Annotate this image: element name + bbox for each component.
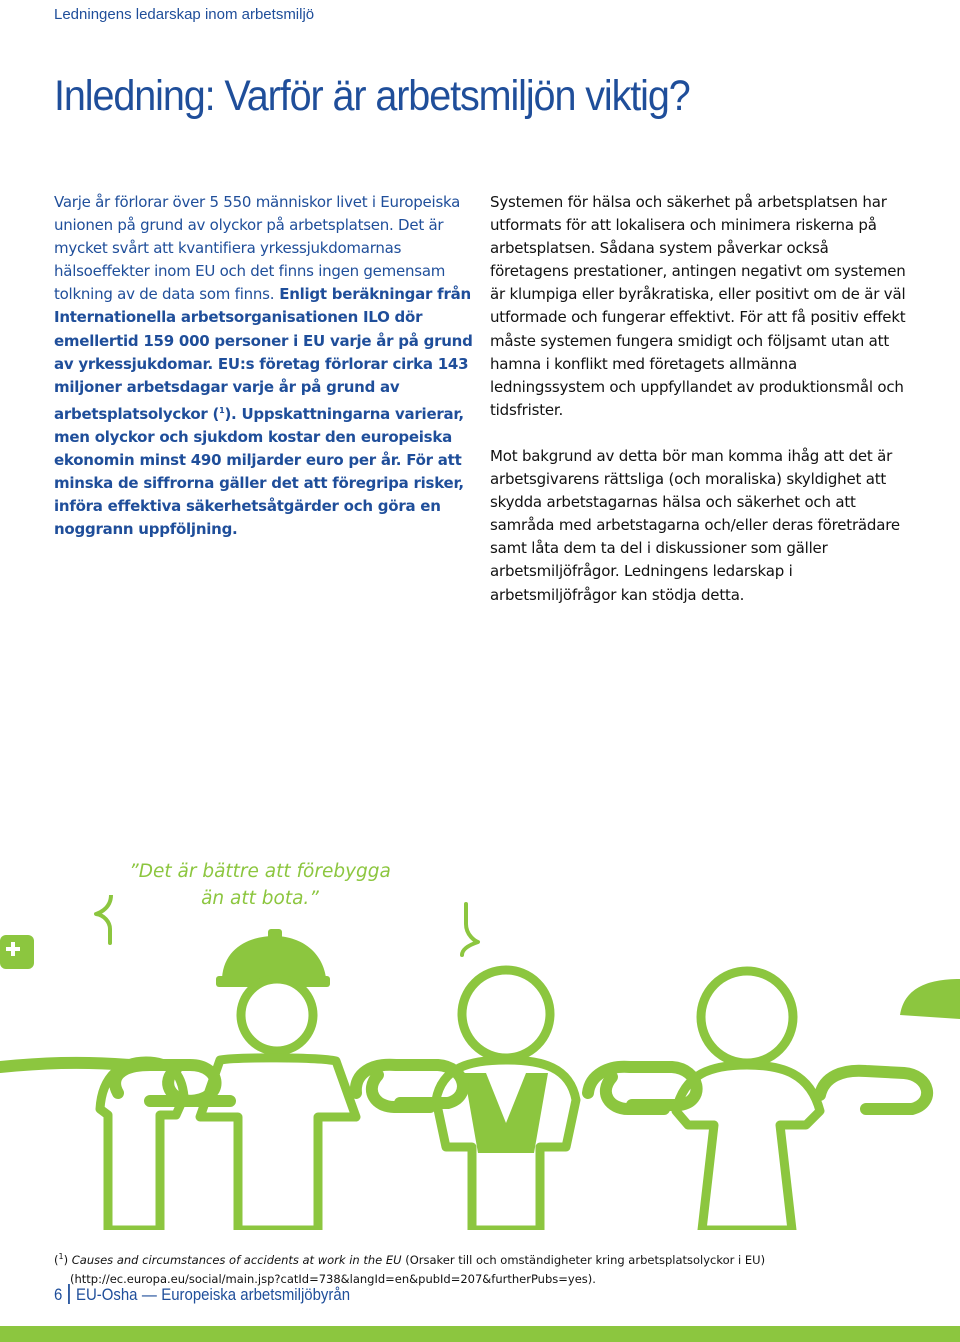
quote-line-1: ”Det är bättre att förebygga [129, 861, 391, 882]
page-footer [54, 1284, 350, 1305]
footnote-url[interactable]: (http://ec.europa.eu/social/main.jsp?catId=738&langId=en&pubId=207&furtherPubs=yes). [70, 1271, 596, 1286]
footer-separator [68, 1284, 69, 1304]
footnote-mark: 1 [58, 1252, 64, 1261]
right-paragraph-2: Mot bakgrund av detta bör man komma ihåg att det är arbetsgivarens rättsliga (och moraliska) skyldighet att skydda arbetstagarnas hälsa och säkerhet och att samråda med arbetstagarna och/eller deras företrädare samt låta dem ta del i diskussioner som gäller arbetsmiljöfrågor. Ledningens ledarskap i arbetsmiljöfrågor kan stödja detta. [490, 446, 900, 604]
quote-line-2: än att bota.” [201, 888, 319, 909]
page-number: 6 [54, 1285, 63, 1304]
footnote-close-paren: ) [63, 1252, 72, 1267]
footer-dash: — [141, 1285, 157, 1304]
right-column [490, 191, 910, 630]
footnote-source-title: Causes and circumstances of accidents at work in the EU [71, 1252, 402, 1267]
intro-lead-text: Varje år förlorar över 5 550 människor livet i Europeiska unionen på grund av olyckor på arbetsplatsen. Det är mycket svårt att kvantifiera yrkessjukdomarnas hälsoeffekter inom EU och det finns ingen gemensam tolkning av de data som finns. [54, 193, 461, 304]
workers-chain-illustration [0, 895, 960, 1230]
footnote-open-paren: ( [54, 1252, 59, 1267]
footnote-source-translation: (Orsaker till och omständigheter kring arbetsplatsolyckor i EU) [401, 1252, 766, 1267]
right-paragraph-1: Systemen för hälsa och säkerhet på arbetsplatsen har utformats för att lokalisera och minimera riskerna på arbetsplatsen. Sådana system påverkar också företagens prestationer, antingen negativt om systemen är klumpiga eller byråkratiska, eller positivt om de är väl utformade och fungerar effektivt. För att få positiv effekt måste systemen fungera smidigt och följsamt utan att hamna i konflikt med företagets allmänna ledningssystem och uppfyllandet av produktionsmål och tidsfrister. [490, 193, 906, 419]
footnote-reference[interactable]: 1 [219, 405, 225, 415]
agency-full-name: Europeiska arbetsmiljöbyrån [161, 1285, 351, 1304]
page-title: Inledning: Varför är arbetsmiljön viktig? [54, 72, 690, 120]
bottom-accent-bar [0, 1326, 960, 1342]
intro-bold-text-2: ). Uppskattningarna varierar, men olyckor och sjukdom kostar den europeiska ekonomin minst 490 miljarder euro per år. För att minska de siffrorna gäller det att föregripa risker, införa effektiva säkerhetsåtgärder och göra en noggrann uppföljning. [54, 404, 464, 539]
running-title: Ledningens ledarskap inom arbetsmiljö [54, 6, 315, 23]
hardhat-figure-right [900, 979, 960, 1019]
footnote [54, 1247, 914, 1289]
left-column-intro [54, 191, 476, 541]
intro-bold-text-1: Enligt beräkningar från Internationella arbetsorganisationen ILO dör emellertid 159 000 personer i EU varje år på grund av yrkessjukdomar. EU:s företag förlorar cirka 143 miljoner arbetsdagar varje år på grund av arbetsplatsolyckor ( [54, 285, 473, 423]
first-aid-cross-icon [0, 935, 34, 969]
agency-short-name: EU-Osha [75, 1285, 138, 1304]
